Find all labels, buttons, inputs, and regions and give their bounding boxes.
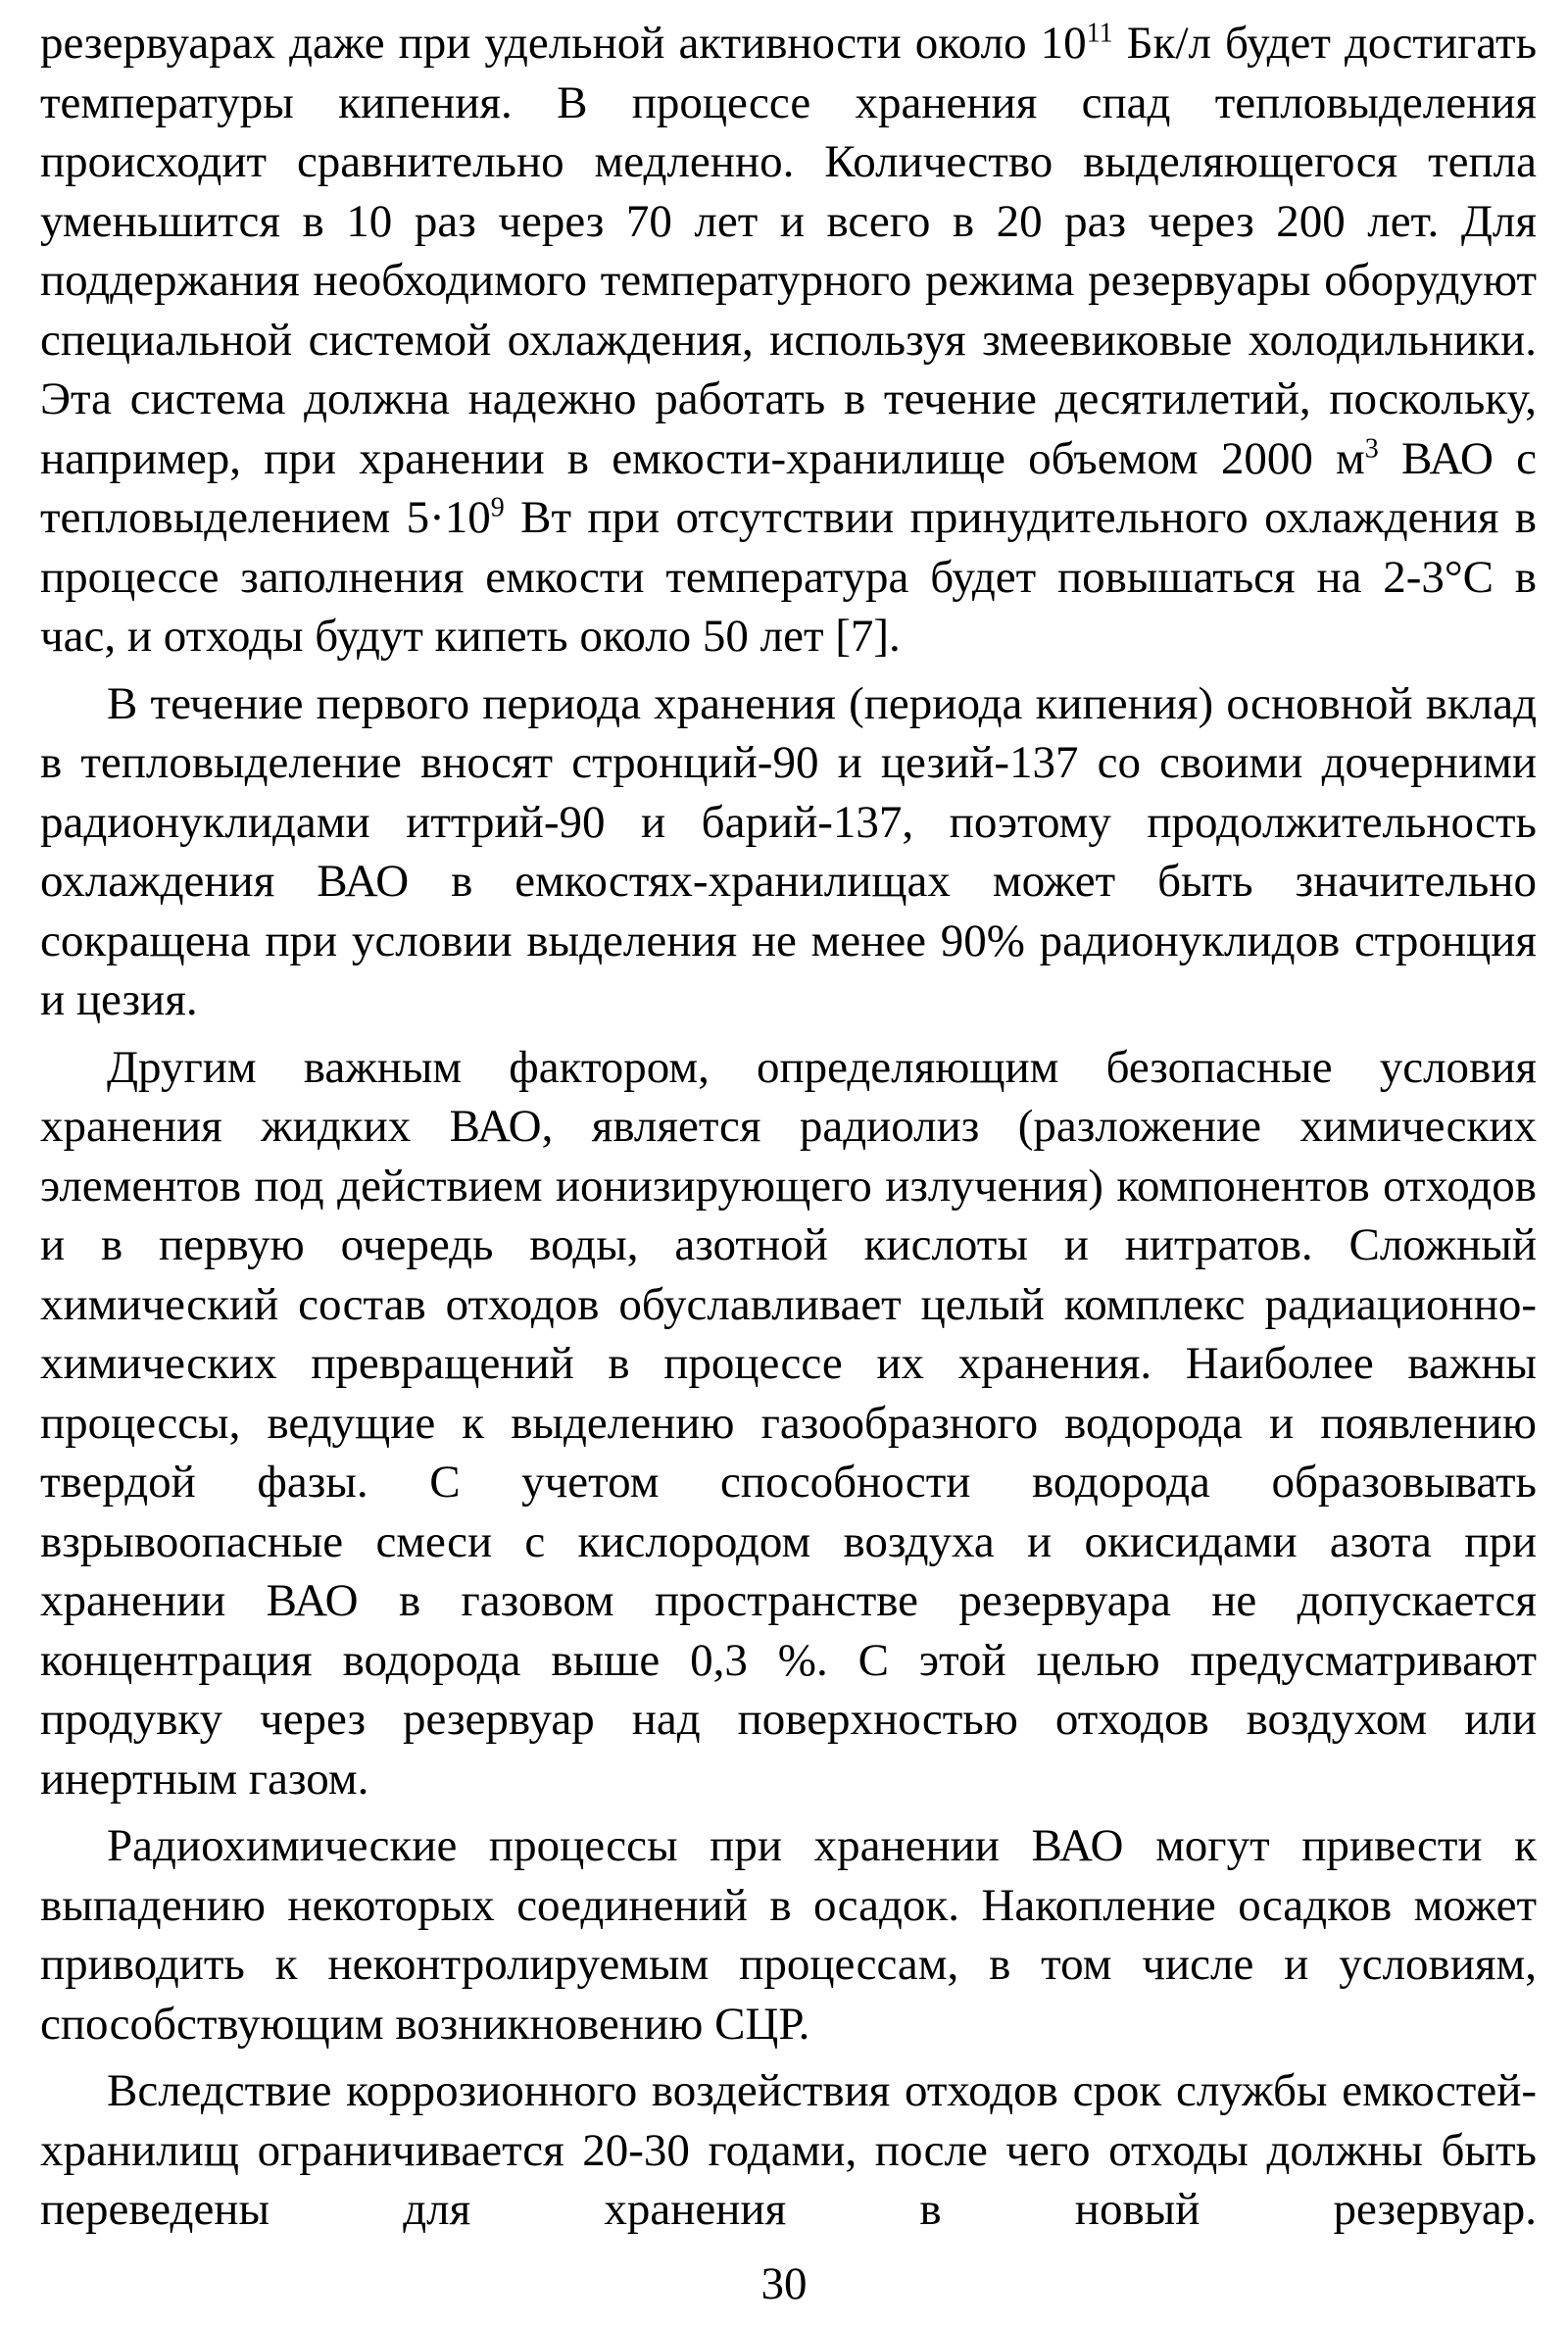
text-run: В течение первого периода хранения (периода кипения) основной вклад в тепловыделение вносят стронций-90 и цезий-137 со своими дочерними радионуклидами иттрий-90 и барий-137, поэтому продолжительность охлаждения ВАО в емкостях-хранилищах может быть значительно сокращена при условии выделения не менее 90% радионуклидов стронция и цезия. <box>40 677 1537 1025</box>
text-run: Другим важным фактором, определяющим безопасные условия хранения жидких ВАО, является радиолиз (разложение химических элементов под действием ионизирующего излучения) компонентов отходов и в первую очередь воды, азотной кислоты и нитратов. Сложный химический состав отходов обуславливает целый комплекс радиационно-химических превращений в процессе их хранения. Наиболее важны процессы, ведущие к выделению газообразного водорода и появлению твердой фазы. С учетом способности водорода образовывать взрывоопасные смеси с кислородом воздуха и окисидами азота при хранении ВАО в газовом пространстве резервуара не допускается концентрация водорода выше 0,3 %. С этой целью предусматривают продувку через резервуар над поверхностью отходов воздухом или инертным газом. <box>40 1041 1537 1805</box>
text-run: Радиохимические процессы при хранении ВАО могут привести к выпадению некоторых соединений в осадок. Накопление осадков может приводить к неконтролируемым процессам, в том числе и условиям, способствующим возникновению СЦР. <box>40 1820 1537 2050</box>
paragraph <box>40 1816 1537 2054</box>
paragraph <box>40 1038 1537 1809</box>
text-run: ВАО с тепловыделением 5·10 <box>40 432 1537 543</box>
superscript: 11 <box>1086 18 1113 49</box>
paragraph <box>40 674 1537 1030</box>
superscript: 9 <box>490 492 505 523</box>
superscript: 3 <box>1364 432 1379 464</box>
text-run: Вследствие коррозионного воздействия отходов срок службы емкостей-хранилищ ограничивается 20-30 годами, после чего отходы должны быть переведены для хранения в новый резервуар. <box>40 2065 1537 2235</box>
text-run: Бк/л будет достигать температуры кипения. В процессе хранения спад тепловыделения происходит сравнительно медленно. Количество выделяющегося тепла уменьшится в 10 раз через 70 лет и всего в 20 раз через 200 лет. Для поддержания необходимого температурного режима резервуары оборудуют специальной системой охлаждения, используя змеевиковые холодильники. Эта система должна надежно работать в течение десятилетий, поскольку, например, при хранении в емкости-хранилище объемом 2000 м <box>40 18 1538 484</box>
text-run: Вт при отсутствии принудительного охлаждения в процессе заполнения емкости температура будет повышаться на 2-3°С в час, и отходы будут кипеть около 50 лет [7]. <box>40 492 1537 662</box>
paragraph <box>40 14 1537 667</box>
body-text <box>40 14 1537 2240</box>
page-number: 30 <box>760 2258 808 2309</box>
text-run: резервуарах даже при удельной активности около 10 <box>40 18 1087 69</box>
paragraph <box>40 2061 1537 2240</box>
